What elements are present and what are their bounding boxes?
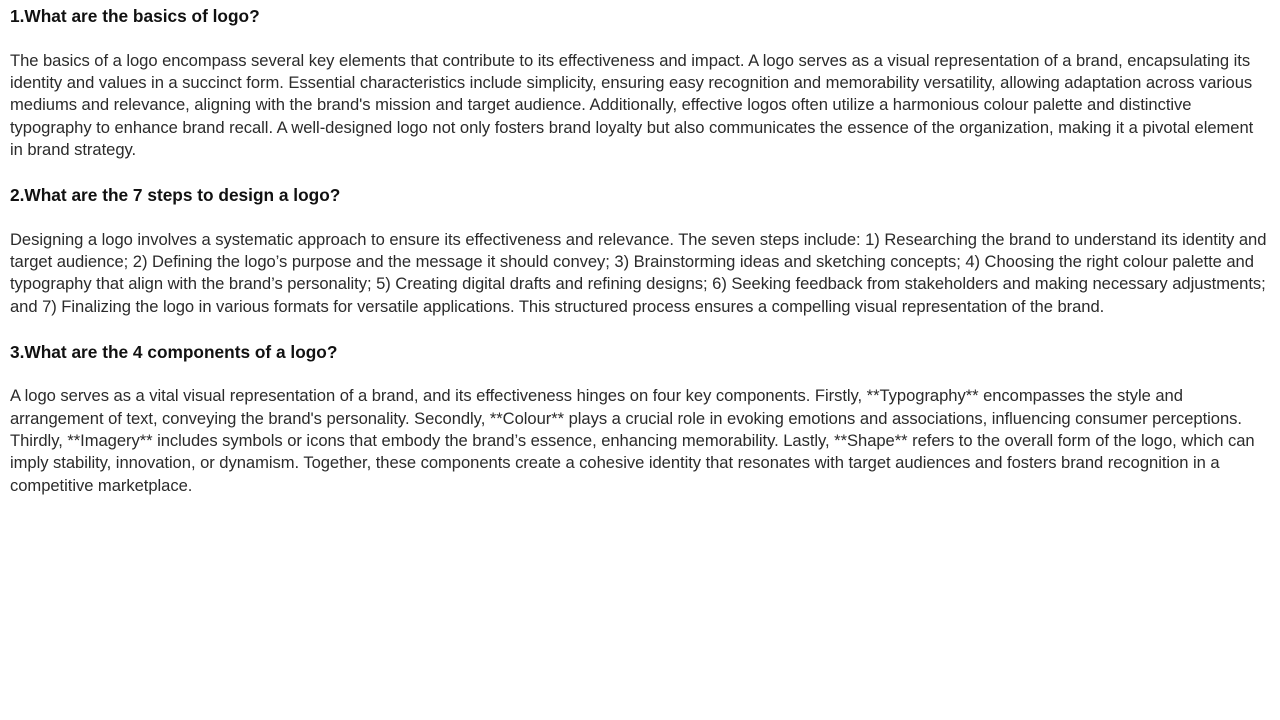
faq-answer: A logo serves as a vital visual representation of a brand, and its effectiveness hinges on four key components. Firstly, **Typography** encompasses the style and arrangement of text, conveying the brand's personality. Secondly, **Colour** plays a crucial role in evoking emotions and associations, influencing consumer perceptions. Thirdly, **Imagery** includes symbols or icons that embody the brand’s essence, enhancing memorability. Lastly, **Shape** refers to the overall form of the logo, which can imply stability, innovation, or dynamism. Together, these components create a cohesive identity that resonates with target audiences and fosters brand recognition in a competitive marketplace. [10, 386, 1255, 495]
faq-question: 2.What are the 7 steps to design a logo? [10, 185, 341, 206]
faq-answer: Designing a logo involves a systematic approach to ensure its effectiveness and relevance. The seven steps include: 1) Researching the brand to understand its identity and target audience; 2) Defining the logo’s purpose and the message it should convey; 3) Brainstorming ideas and sketching concepts; 4) Choosing the right colour palette and typography that align with the brand’s personality; 5) Creating digital drafts and refining designs; 6) Seeking feedback from stakeholders and making necessary adjustments; and 7) Finalizing the logo in various formats for versatile applications. This structured process ensures a compelling visual representation of the brand. [10, 229, 1267, 316]
faq-answer: The basics of a logo encompass several key elements that contribute to its effectiveness and impact. A logo serves as a visual representation of a brand, encapsulating its identity and values in a succinct form. Essential characteristics include simplicity, ensuring easy recognition and memorability versatility, allowing adaptation across various mediums and relevance, aligning with the brand's mission and target audience. Additionally, effective logos often utilize a harmonious colour palette and distinctive typography to enhance brand recall. A well-designed logo not only fosters brand loyalty but also communicates the essence of the organization, making it a pivotal element in brand strategy. [10, 50, 1254, 160]
faq-item-seven-steps [10, 184, 1270, 318]
faq-item-four-components [10, 341, 1270, 498]
faq-question: 1.What are the basics of logo? [10, 6, 260, 26]
faq-item-basics [10, 5, 1270, 162]
faq-question: 3.What are the 4 components of a logo? [10, 341, 338, 362]
